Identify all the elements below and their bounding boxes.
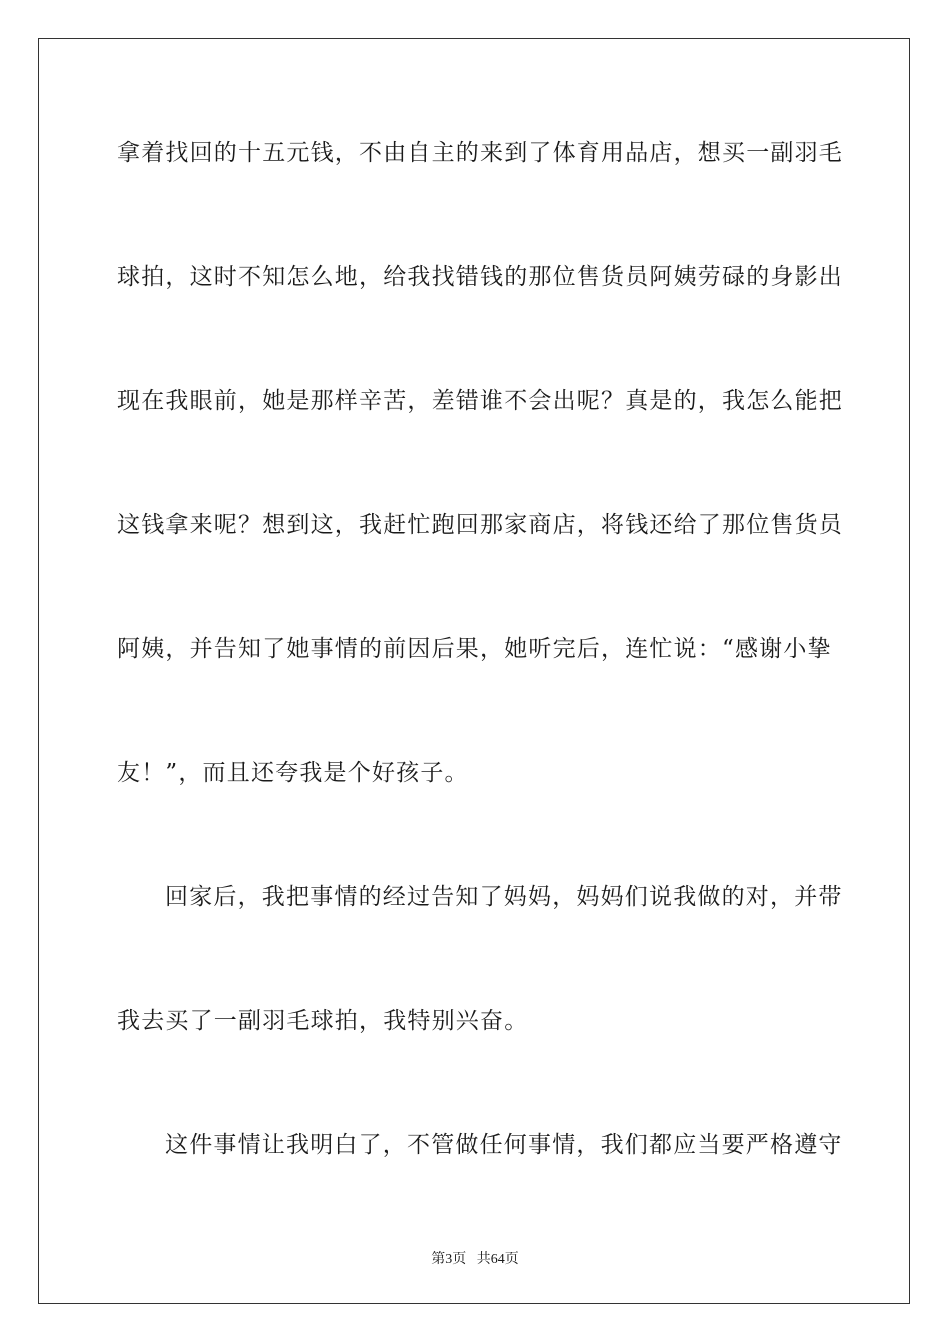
page-unit: 页 [452,1252,467,1267]
page-border [38,38,910,1304]
text-line-6: 友！”，而且还夸我是个好孩子。 [117,760,469,786]
page-number: 3 [445,1252,453,1267]
total-pages: 64 [490,1252,505,1267]
paragraph-2-line-2: 我去买了一副羽毛球拍，我特别兴奋。 [117,1008,529,1034]
text-line-5: 阿姨，并告知了她事情的前因后果，她听完后，连忙说：“感谢小挚 [117,636,832,662]
total-label: 共 [476,1252,491,1267]
text-line-4: 这钱拿来呢？想到这，我赶忙跑回那家商店，将钱还给了那位售货员 [117,512,843,538]
paragraph-3-line-1: 这件事情让我明白了，不管做任何事情，我们都应当要严格遵守 [165,1132,843,1158]
total-unit: 页 [504,1252,519,1267]
text-line-3: 现在我眼前，她是那样辛苦，差错谁不会出呢？真是的，我怎么能把 [117,388,843,414]
paragraph-2-line-1: 回家后，我把事情的经过告知了妈妈，妈妈们说我做的对，并带 [165,884,843,910]
page-footer [0,1248,950,1268]
page-label: 第 [431,1252,446,1267]
text-line-2: 球拍，这时不知怎么地，给我找错钱的那位售货员阿姨劳碌的身影出 [117,264,843,290]
text-line-1: 拿着找回的十五元钱，不由自主的来到了体育用品店，想买一副羽毛 [117,140,843,166]
